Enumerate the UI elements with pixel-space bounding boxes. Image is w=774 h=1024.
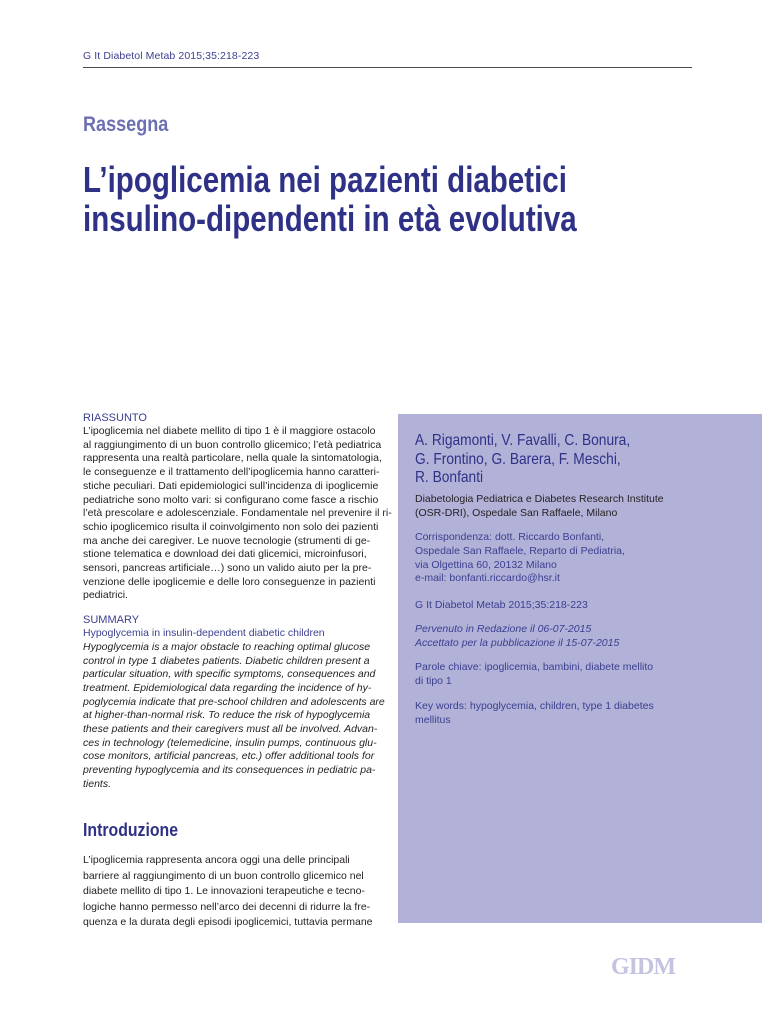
riassunto-line: L’ipoglicemia nel diabete mellito di tipo 1 è il maggiore ostacolo — [83, 425, 376, 437]
summary-line: these patients and their caregivers must all be involved. Advan- — [83, 723, 378, 736]
keywords-it-line: Parole chiave: ipoglicemia, bambini, diabete mellito — [415, 661, 654, 673]
authors-line: A. Rigamonti, V. Favalli, C. Bonura, — [415, 432, 631, 449]
summary-line: control in type 1 diabetes patients. Diabetic children present a — [83, 654, 370, 667]
correspondence — [415, 531, 755, 586]
keywords-it-line: di tipo 1 — [415, 674, 452, 687]
section-label: Rassegna — [83, 113, 169, 136]
riassunto-line: pediatrici. — [83, 589, 128, 602]
correspondence-line: via Olgettina 60, 20132 Milano — [415, 558, 557, 571]
summary-line: cose monitors, artificial pancreas, etc.) offer additional tools for — [83, 750, 375, 763]
riassunto-line: pediatriche sono molto vari: si configurano come fasce a rischio — [83, 493, 379, 506]
riassunto-text — [83, 425, 392, 603]
correspondence-email[interactable]: e-mail: bonfanti.riccardo@hsr.it — [415, 572, 560, 585]
title-line: L’ipoglicemia nei pazienti diabetici — [83, 159, 567, 200]
article-info-box — [398, 414, 762, 923]
riassunto-line: sensori, pancreas artificiale…) sono un valido aiuto per la pre- — [83, 562, 372, 575]
abstract-column — [83, 412, 392, 792]
riassunto-line: venzione delle ipoglicemie e delle loro conseguenze in pazienti — [83, 575, 376, 588]
dates-line: Pervenuto in Redazione il 06-07-2015 — [415, 623, 592, 635]
correspondence-line: Corrispondenza: dott. Riccardo Bonfanti, — [415, 531, 605, 543]
keywords-italian — [415, 661, 755, 689]
introduction-text — [83, 853, 378, 931]
affiliation — [415, 493, 755, 521]
summary-line: Hypoglycemia is a major obstacle to reaching optimal glucose — [83, 640, 371, 653]
keywords-en-line: Key words: hypoglycemia, children, type 1 diabetes — [415, 700, 654, 712]
intro-line: L’ipoglicemia rappresenta ancora oggi una delle principali — [83, 854, 350, 866]
authors — [415, 432, 707, 488]
header-rule — [83, 67, 692, 68]
riassunto-heading: RIASSUNTO — [83, 412, 147, 424]
riassunto-line: le conseguenze e il trattamento dell’ipoglicemia hanno caratteri- — [83, 466, 380, 479]
authors-line: R. Bonfanti — [415, 469, 484, 486]
intro-line: diabete mellito di tipo 1. Le innovazioni terapeutiche e tecno- — [83, 885, 365, 897]
summary-line: tients. — [83, 777, 112, 790]
riassunto-line: al raggiungimento di un buon controllo glicemico; l’età pediatrica — [83, 438, 382, 451]
summary-line: ces in technology (telemedicine, insulin pumps, continuous glu- — [83, 736, 377, 749]
title-line: insulino-dipendenti in età evolutiva — [83, 198, 577, 239]
riassunto-line: l’età prescolare e adolescenziale. Fondamentale nel prevenire il ri- — [83, 507, 392, 520]
running-head: G It Diabetol Metab 2015;35:218-223 — [83, 50, 260, 62]
citation — [415, 599, 755, 613]
introduction-heading: Introduzione — [83, 820, 179, 840]
riassunto-line: stiche peculiari. Dati epidemiologici sull’incidenza di ipoglicemie — [83, 479, 379, 492]
summary-line: treatment. Epidemiological data regarding the incidence of hy- — [83, 681, 372, 694]
summary-line: at higher-than-normal risk. To reduce the risk of hypoglycemia — [83, 709, 371, 722]
journal-logo: GIDM — [611, 954, 675, 980]
keywords-en-line: mellitus — [415, 713, 451, 726]
intro-line: quenza e la durata degli episodi ipoglicemici, tuttavia permane — [83, 916, 373, 928]
riassunto-line: stione telematica e download dei dati glicemici, microinfusori, — [83, 548, 367, 561]
summary-line: preventing hypoglycemia and its consequences in pediatric pa- — [83, 764, 376, 777]
summary-subtitle: Hypoglycemia in insulin-dependent diabetic children — [83, 627, 325, 640]
summary-heading: SUMMARY — [83, 614, 140, 627]
riassunto-line: schio ipoglicemico risulta il coinvolgimento non solo dei pazienti — [83, 520, 379, 533]
correspondence-line: Ospedale San Raffaele, Reparto di Pediatria, — [415, 544, 625, 557]
authors-line: G. Frontino, G. Barera, F. Meschi, — [415, 450, 621, 468]
riassunto-line: ma anche dei caregiver. Le nuove tecnologie (strumenti di ge- — [83, 534, 371, 547]
summary-text — [83, 640, 385, 792]
keywords-english — [415, 700, 755, 728]
summary-line: particular situation, with specific symptoms, consequences and — [83, 668, 376, 681]
received-accepted-dates — [415, 623, 755, 651]
citation-text: G It Diabetol Metab 2015;35:218-223 — [415, 599, 588, 611]
affiliation-line: (OSR-DRI), Ospedale San Raffaele, Milano — [415, 506, 618, 519]
affiliation-line: Diabetologia Pediatrica e Diabetes Research Institute — [415, 493, 664, 505]
riassunto-line: rappresenta una realtà particolare, nella quale la sintomatologia, — [83, 452, 382, 465]
article-title — [83, 160, 657, 238]
intro-line: logiche hanno permesso nell’arco dei decenni di ridurre la fre- — [83, 900, 371, 913]
intro-line: barriere al raggiungimento di un buon controllo glicemico nel — [83, 869, 364, 882]
summary-line: poglycemia indicate that pre-school children and adolescents are — [83, 695, 385, 708]
dates-line: Accettato per la pubblicazione il 15-07-2015 — [415, 636, 620, 649]
